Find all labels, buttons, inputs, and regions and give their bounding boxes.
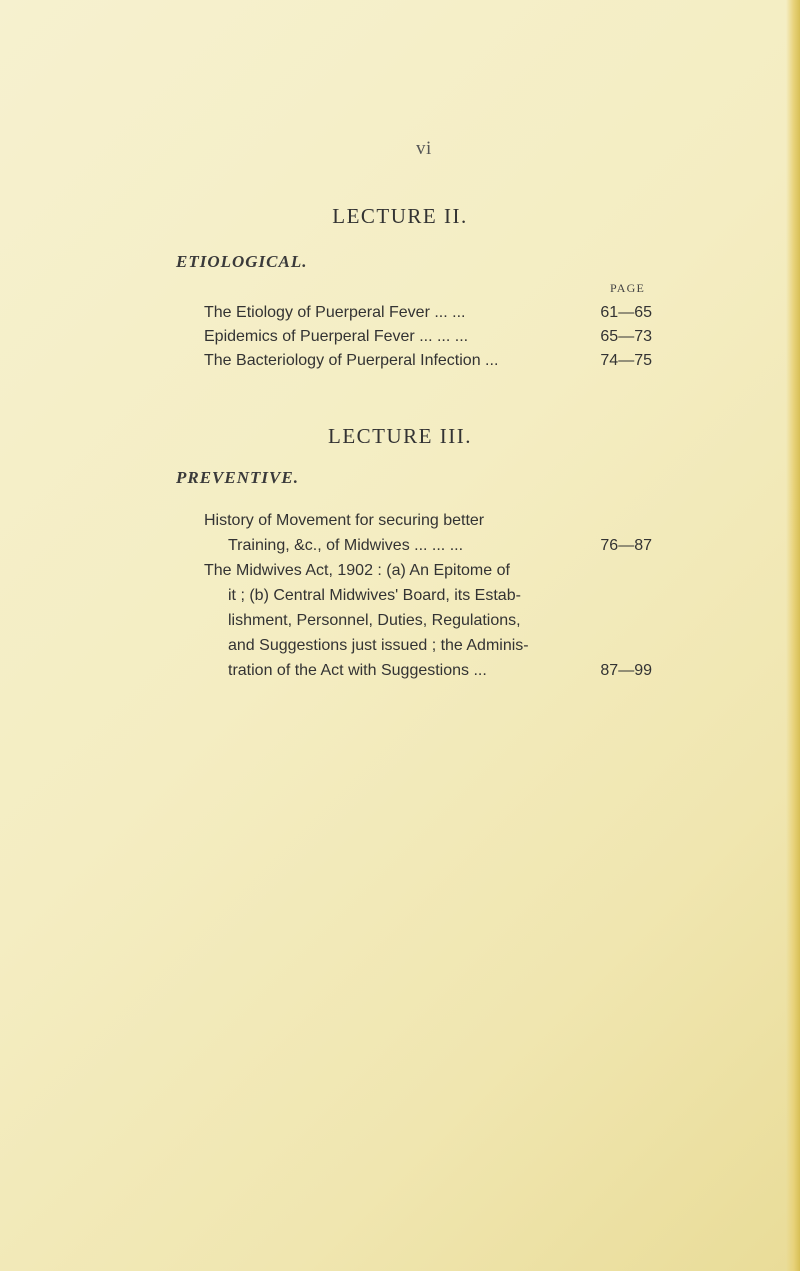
toc-entry-pages: 76—87	[600, 537, 652, 554]
toc-entry-line: The Midwives Act, 1902 : (a) An Epitome of	[204, 562, 510, 579]
lecture-2-title: LECTURE II.	[332, 204, 468, 228]
toc-entry-line: History of Movement for securing better	[204, 512, 485, 529]
lecture-2-section-title: ETIOLOGICAL.	[176, 252, 308, 271]
toc-entry-text: Epidemics of Puerperal Fever ... ... ...	[204, 328, 469, 345]
page-edge-shadow	[786, 0, 800, 1271]
lecture-3-section-title: PREVENTIVE.	[176, 468, 299, 487]
toc-entry-line: and Suggestions just issued ; the Adminis-	[228, 637, 529, 654]
lecture-3-title: LECTURE III.	[328, 424, 472, 448]
toc-entry-pages: 87—99	[600, 662, 652, 679]
toc-entry-line: Training, &c., of Midwives ... ... ...	[228, 537, 464, 554]
toc-entry-pages: 61—65	[600, 304, 652, 321]
toc-entry-text: The Etiology of Puerperal Fever ... ...	[204, 304, 466, 321]
toc-entry-pages: 65—73	[600, 328, 652, 345]
toc-entry-line: it ; (b) Central Midwives' Board, its Estab-	[228, 587, 521, 604]
toc-entry-line: tration of the Act with Suggestions ...	[228, 662, 487, 679]
toc-entry-text: The Bacteriology of Puerperal Infection ...	[204, 352, 499, 369]
toc-entry-line: lishment, Personnel, Duties, Regulations,	[228, 612, 521, 629]
toc-entry-pages: 74—75	[600, 352, 652, 369]
page-number: vi	[416, 138, 432, 159]
page-column-header: PAGE	[610, 281, 646, 295]
